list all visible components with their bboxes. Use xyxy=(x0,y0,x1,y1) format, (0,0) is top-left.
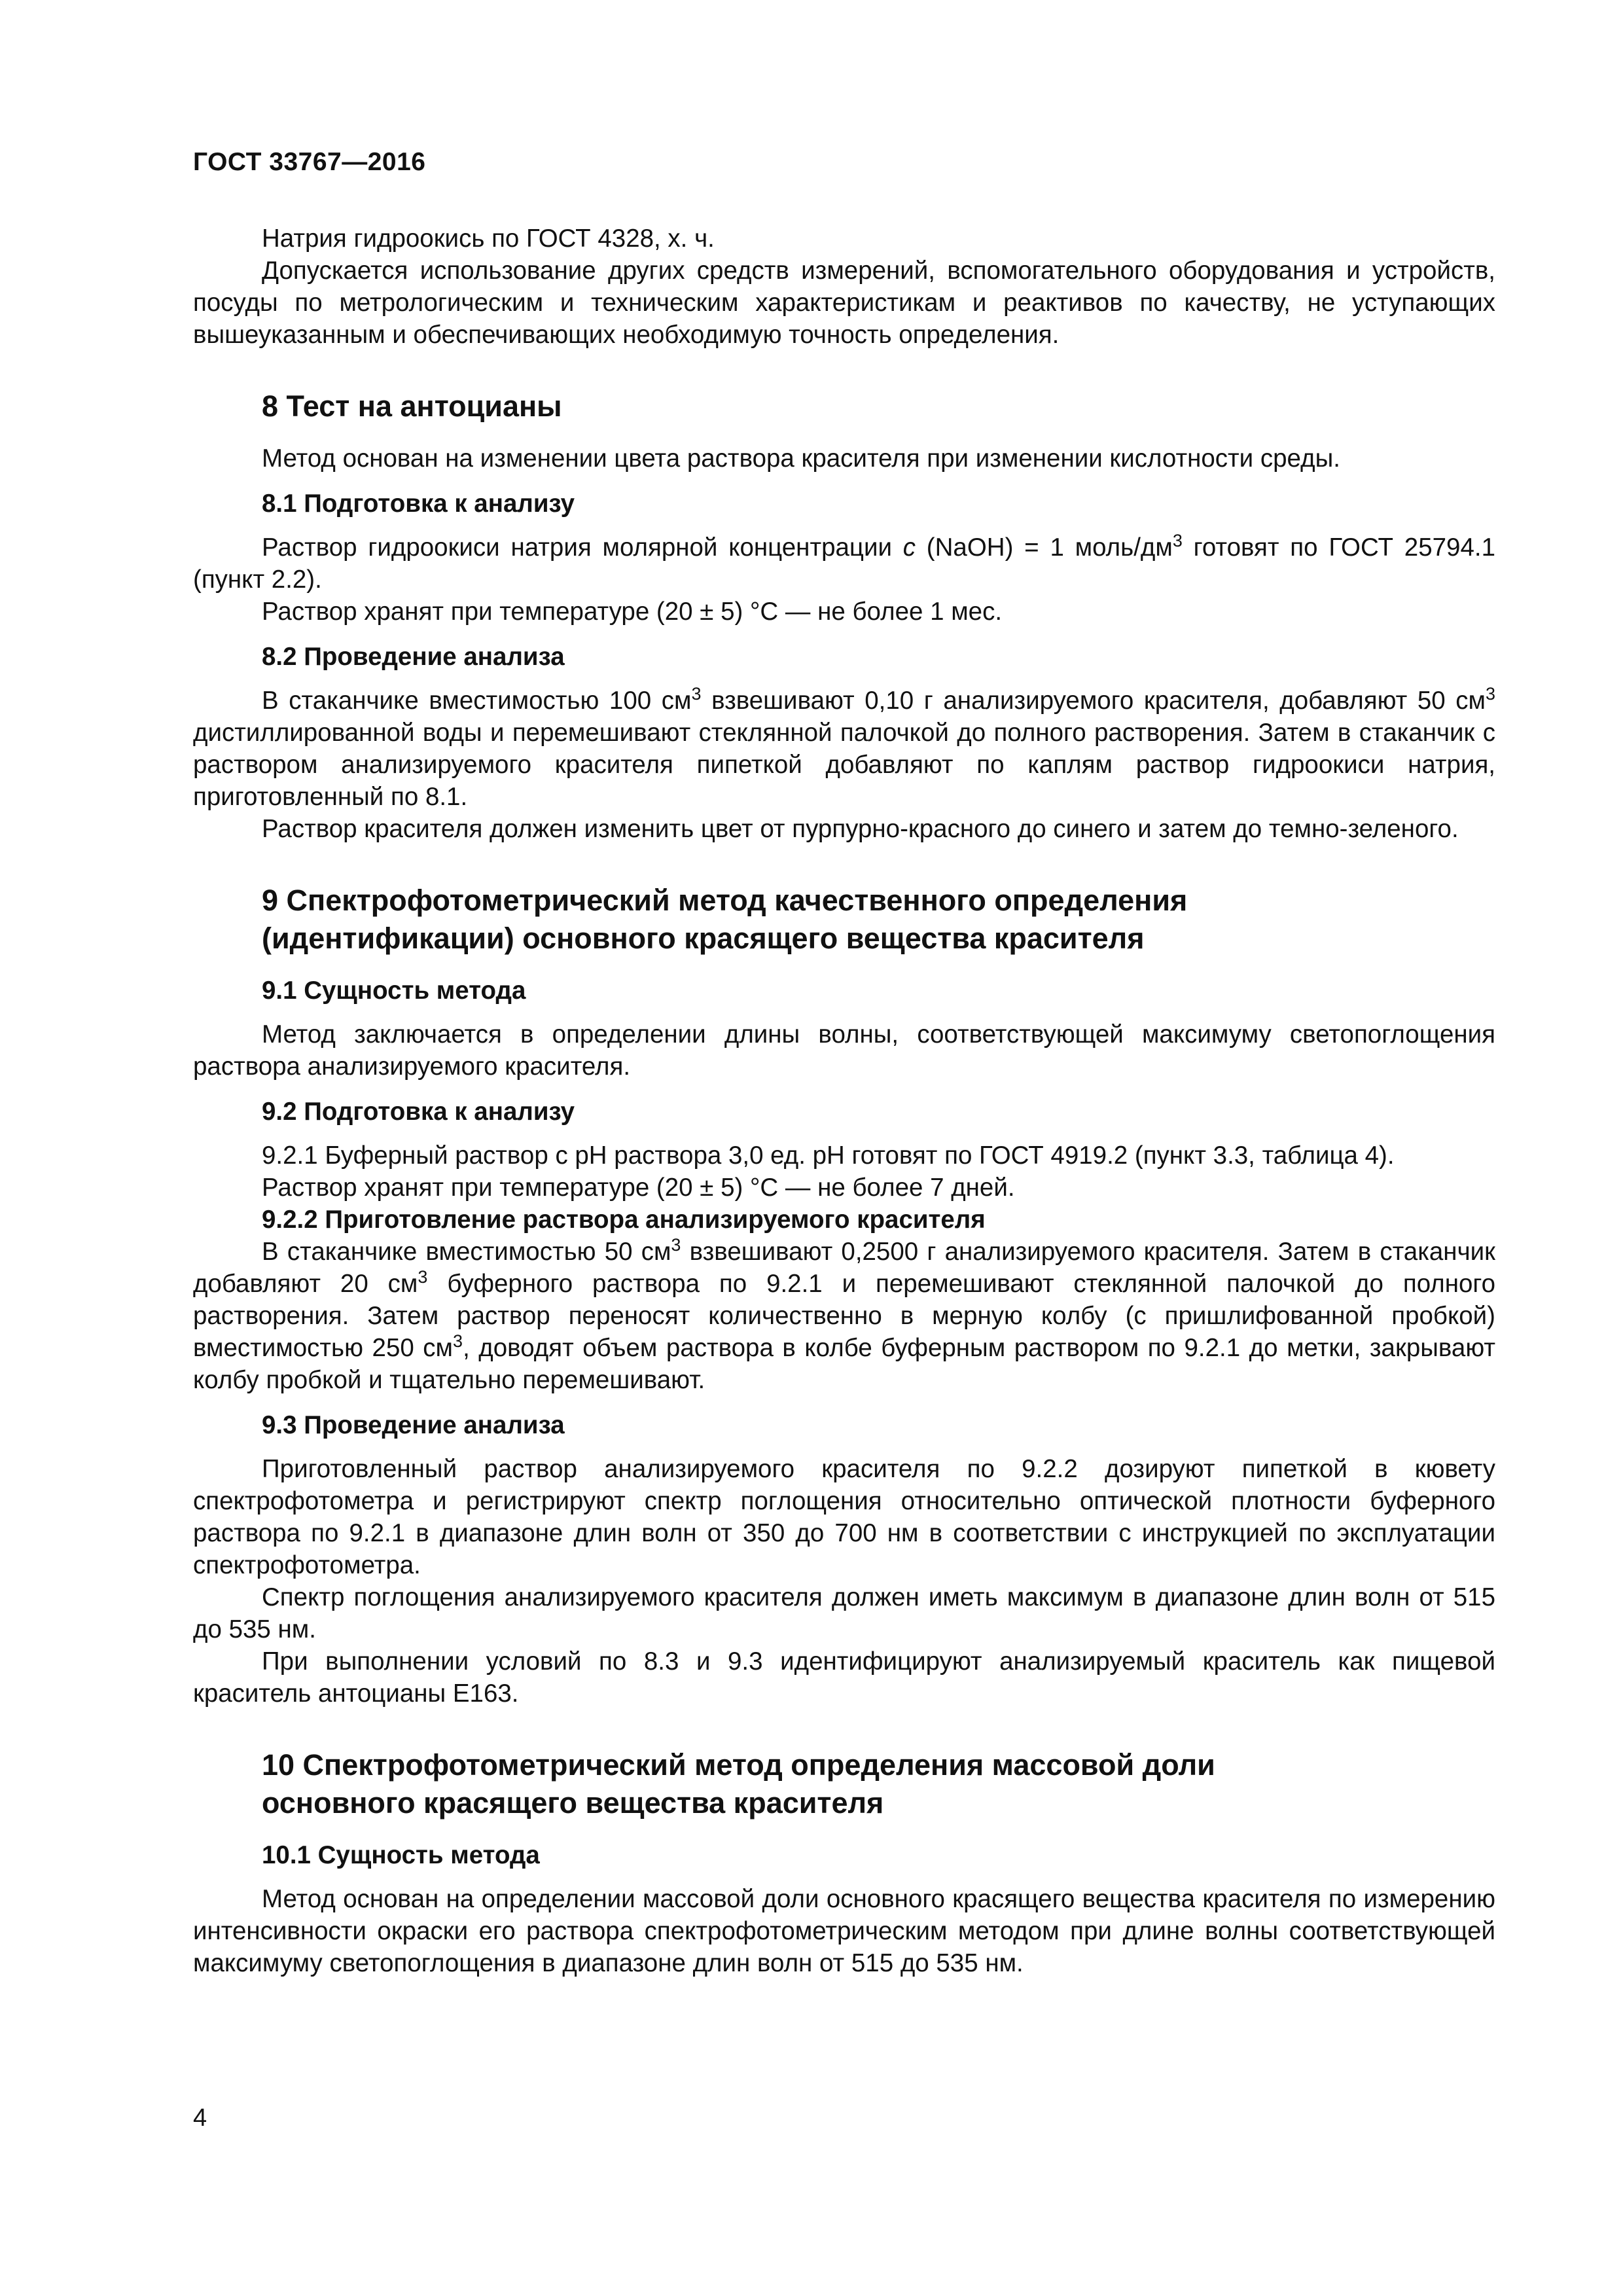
section-9-1-paragraph-1: Метод заключается в определении длины волны, соответствующей максимуму светопоглощения раствора анализируемого красителя. xyxy=(193,1020,1495,1081)
document-body xyxy=(193,223,1495,1979)
section-9-3-paragraph-1: Приготовленный раствор анализируемого красителя по 9.2.2 дозируют пипеткой в кювету спектрофотометра и регистрируют спектр поглощения относительно оптической плотности буферного раствора по 9.2.1 в диапазоне длин волн от 350 до 700 нм в соответствии с инструкцией по эксплуатации спектрофотометра. xyxy=(193,1455,1495,1579)
section-9-title: 9 Спектрофотометрический метод качественного определения (идентификации) основного красящего вещества красителя xyxy=(262,884,1188,955)
section-10-title: 10 Спектрофотометрический метод определения массовой доли основного красящего вещества красителя xyxy=(262,1748,1215,1820)
section-8-title: 8 Тест на антоцианы xyxy=(262,389,562,423)
section-9-3-title: 9.3 Проведение анализа xyxy=(262,1411,565,1439)
section-10-1-title: 10.1 Сущность метода xyxy=(262,1841,540,1869)
section-8-2-paragraph-2: Раствор красителя должен изменить цвет от пурпурно-красного до синего и затем до темно-зеленого. xyxy=(262,815,1459,843)
document-page xyxy=(193,0,1495,2296)
section-9-2-2-paragraph: В стаканчике вместимостью 50 $см^3$ взвешивают 0,2500 г анализируемого красителя. Затем в стаканчик добавляют 20 $см^3$ буферного раствора по 9.2.1 и перемешивают стеклянной палочкой до полного растворения. Затем раствор переносят количественно в мерную колбу (с пришлифованной пробкой) вместимостью 250 $см^3$, доводят объем раствора в колбе буферным раствором по 9.2.1 до метки, закрывают колбу пробкой и тщательно перемешивают. xyxy=(193,1235,1496,1394)
document-header: ГОСТ 33767—2016 xyxy=(193,148,426,176)
section-8-2-title: 8.2 Проведение анализа xyxy=(262,643,565,671)
section-10-1-paragraph-1: Метод основан на определении массовой доли основного красящего вещества красителя по измерению интенсивности окраски его раствора спектрофотометрическим методом при длине волны соответствующей максимуму светопоглощения в диапазоне длин волн от 515 до 535 нм. xyxy=(193,1885,1495,1977)
section-9-3-paragraph-3: При выполнении условий по 8.3 и 9.3 идентифицируют анализируемый краситель как пищевой краситель антоцианы Е163. xyxy=(193,1647,1495,1708)
section-9-2-2-title: 9.2.2 Приготовление раствора анализируемого красителя xyxy=(262,1206,986,1234)
section-9-2-title: 9.2 Подготовка к анализу xyxy=(262,1098,575,1126)
section-8-2-paragraph-1: В стаканчике вместимостью 100 $см^3$ взвешивают 0,10 г анализируемого красителя, добавляют 50 $см^3$ дистиллированной воды и перемешивают стеклянной палочкой до полного растворения. Затем в стаканчик с раствором анализируемого красителя пипеткой добавляют по каплям раствор гидроокиси натрия, приготовленный по 8.1. xyxy=(193,684,1495,811)
section-9-2-1-storage: Раствор хранят при температуре (20 ± 5) °С — не более 7 дней. xyxy=(262,1174,1015,1202)
paragraph-sodium-hydroxide: Натрия гидроокись по ГОСТ 4328, х. ч. xyxy=(262,224,715,253)
section-8-intro: Метод основан на изменении цвета раствора красителя при изменении кислотности среды. xyxy=(262,444,1340,473)
section-9-3-paragraph-2: Спектр поглощения анализируемого красителя должен иметь максимум в диапазоне длин волн от 515 до 535 нм. xyxy=(193,1583,1495,1643)
page-number: 4 xyxy=(193,2104,207,2132)
paragraph-allowed-equipment: Допускается использование других средств измерений, вспомогательного оборудования и устройств, посуды по метрологическим и техническим характеристикам и реактивов по качеству, не уступающих вышеуказанным и обеспечивающих необходимую точность определения. xyxy=(193,257,1495,349)
section-8-1-title: 8.1 Подготовка к анализу xyxy=(262,490,575,518)
section-9-1-title: 9.1 Сущность метода xyxy=(262,977,526,1005)
section-8-1-paragraph-1: Раствор гидроокиси натрия молярной концентрации с (NaOH) = 1 моль/$дм^3$ готовят по ГОСТ 25794.1 (пункт 2.2). xyxy=(193,531,1495,594)
section-8-1-paragraph-2: Раствор хранят при температуре (20 ± 5) °С — не более 1 мес. xyxy=(262,598,1003,626)
section-9-2-1-paragraph: 9.2.1 Буферный раствор с рН раствора 3,0 ед. рН готовят по ГОСТ 4919.2 (пункт 3.3, таблица 4). xyxy=(262,1141,1395,1170)
